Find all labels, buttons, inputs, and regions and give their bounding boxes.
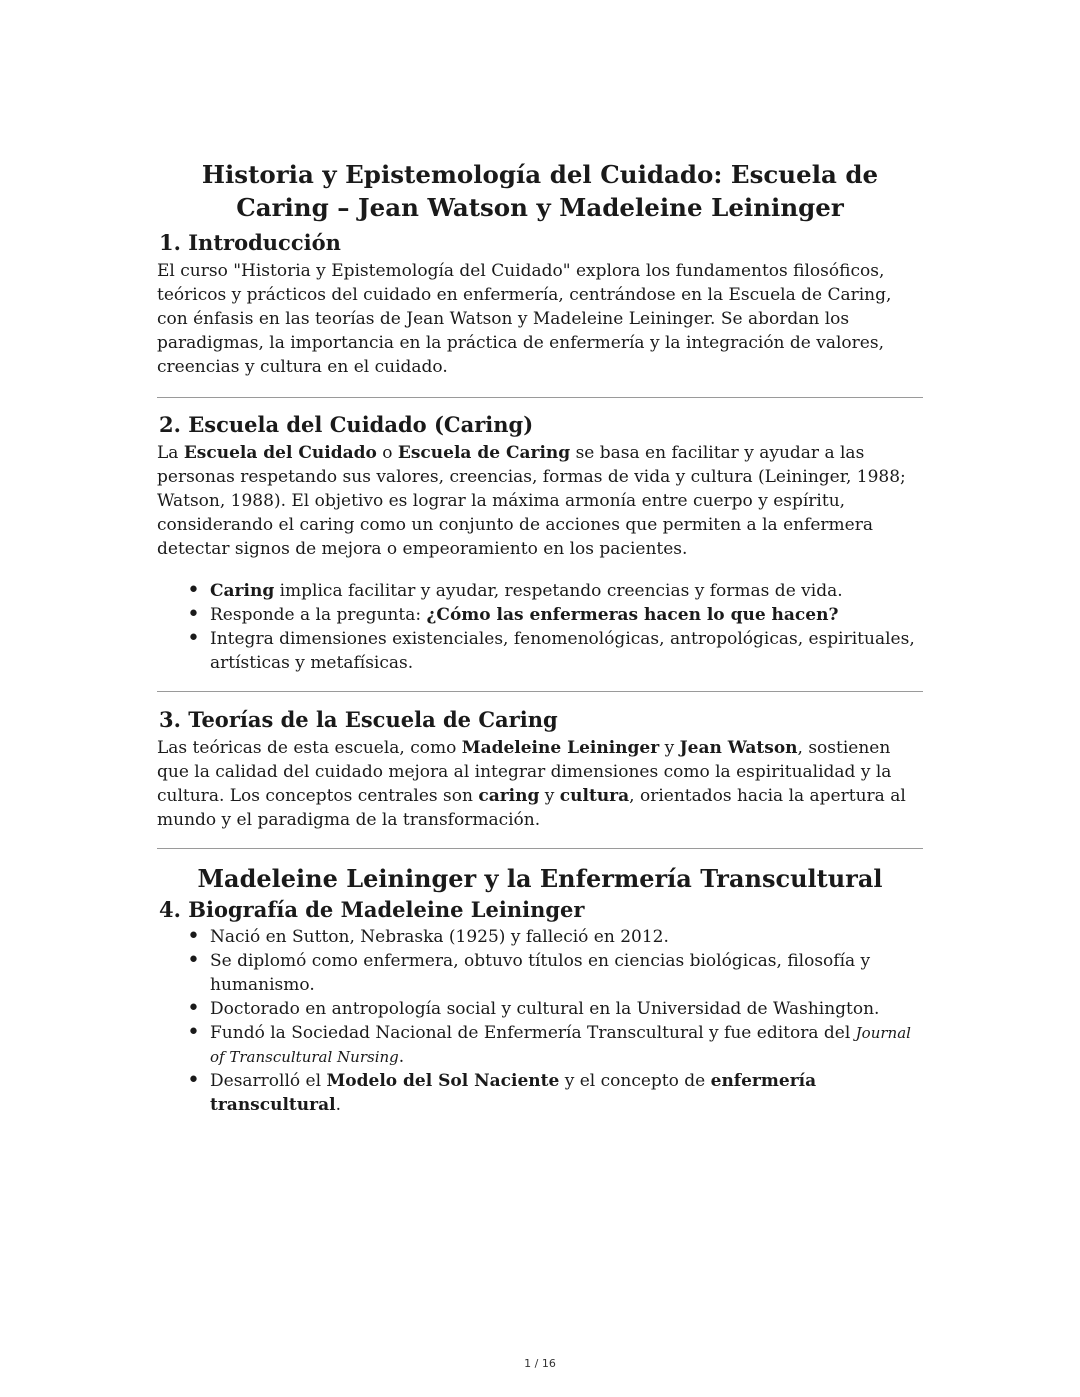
text-run: Desarrolló el — [210, 1071, 327, 1091]
section-1-paragraph: El curso "Historia y Epistemología del Cuidado" explora los fundamentos filosóficos, teóricos y prácticos del cuidado en enfermería, centrándose en la Escuela de Caring, con énfasis en las teorías de Jean Watson y Madeleine Leininger. Se abordan los paradigmas, la importancia en la práctica de enfermería y la integración de valores, creencias y cultura en el cuidado. — [157, 261, 892, 377]
list-item: • Doctorado en antropología social y cultural en la Universidad de Washington. — [157, 997, 923, 1021]
section-4-list — [157, 925, 923, 1117]
bold-term: enfermería transcultural — [210, 1071, 817, 1115]
bold-term: Madeleine Leininger — [461, 738, 660, 758]
list-item — [157, 1021, 923, 1069]
journal-title: Journal of Transcultural Nursing — [210, 1024, 911, 1066]
bold-term: Modelo del Sol Naciente — [326, 1071, 560, 1091]
text-run: y — [659, 738, 680, 758]
list-item: • Se diplomó como enfermera, obtuvo títulos en ciencias biológicas, filosofía y humanismo. — [157, 949, 923, 997]
bold-term: Escuela de Caring — [397, 443, 571, 463]
list-item — [157, 603, 923, 627]
bold-term: ¿Cómo las enfermeras hacen lo que hacen? — [426, 605, 839, 625]
page-number: 1 / 16 — [524, 1357, 556, 1370]
section-1-heading: 1. Introducción — [159, 230, 341, 255]
text-run: se basa en facilitar y ayudar a las personas respetando sus valores, creencias, formas de vida y cultura (Leininger, 1988; Watson, 1988). El objetivo es lograr la máxima armonía entre cuerpo y espíritu, considerando el caring como un conjunto de acciones que permiten a la enfermera detectar signos de mejora o empeoramiento en los pacientes. — [157, 443, 906, 559]
list-item — [157, 579, 923, 603]
text-run: . — [398, 1047, 405, 1067]
section-4-heading: 4. Biografía de Madeleine Leininger — [159, 897, 585, 922]
divider — [157, 691, 923, 692]
bold-term: Jean Watson — [679, 738, 798, 758]
document-title: Historia y Epistemología del Cuidado: Escuela de Caring – Jean Watson y Madeleine Leininger — [201, 160, 879, 222]
section-3-heading: 3. Teorías de la Escuela de Caring — [159, 707, 558, 732]
divider — [157, 848, 923, 849]
text-run: y — [539, 786, 560, 806]
text-run: . — [335, 1095, 341, 1115]
bold-term: caring — [478, 786, 540, 806]
text-run: implica facilitar y ayudar, respetando creencias y formas de vida. — [274, 581, 843, 601]
section-3-paragraph — [157, 736, 923, 832]
divider — [157, 397, 923, 398]
text-run: Las teóricas de esta escuela, como — [157, 738, 462, 758]
text-run: , orientados hacia la apertura al mundo y el paradigma de la transformación. — [157, 786, 906, 830]
text-run: Responde a la pregunta: — [210, 605, 427, 625]
bold-term: Caring — [210, 581, 275, 601]
list-item: • Nació en Sutton, Nebraska (1925) y falleció en 2012. — [157, 925, 923, 949]
list-item — [157, 1069, 923, 1117]
text-run: y el concepto de — [559, 1071, 711, 1091]
text-run: , sostienen que la calidad del cuidado mejora al integrar dimensiones como la espiritualidad y la cultura. Los conceptos centrales son — [157, 738, 892, 806]
document-page — [157, 158, 923, 1117]
section-2-paragraph — [157, 441, 923, 561]
section-2-list — [157, 579, 923, 675]
bold-term: cultura — [559, 786, 630, 806]
bold-term: Escuela del Cuidado — [183, 443, 377, 463]
list-item: • Integra dimensiones existenciales, fenomenológicas, antropológicas, espirituales, artísticas y metafísicas. — [157, 627, 923, 675]
part-title: Madeleine Leininger y la Enfermería Transcultural — [197, 864, 883, 893]
text-run: La — [157, 443, 184, 463]
text-run: Fundó la Sociedad Nacional de Enfermería Transcultural y fue editora del — [210, 1023, 856, 1043]
text-run: o — [376, 443, 398, 463]
section-2-heading: 2. Escuela del Cuidado (Caring) — [159, 412, 534, 437]
